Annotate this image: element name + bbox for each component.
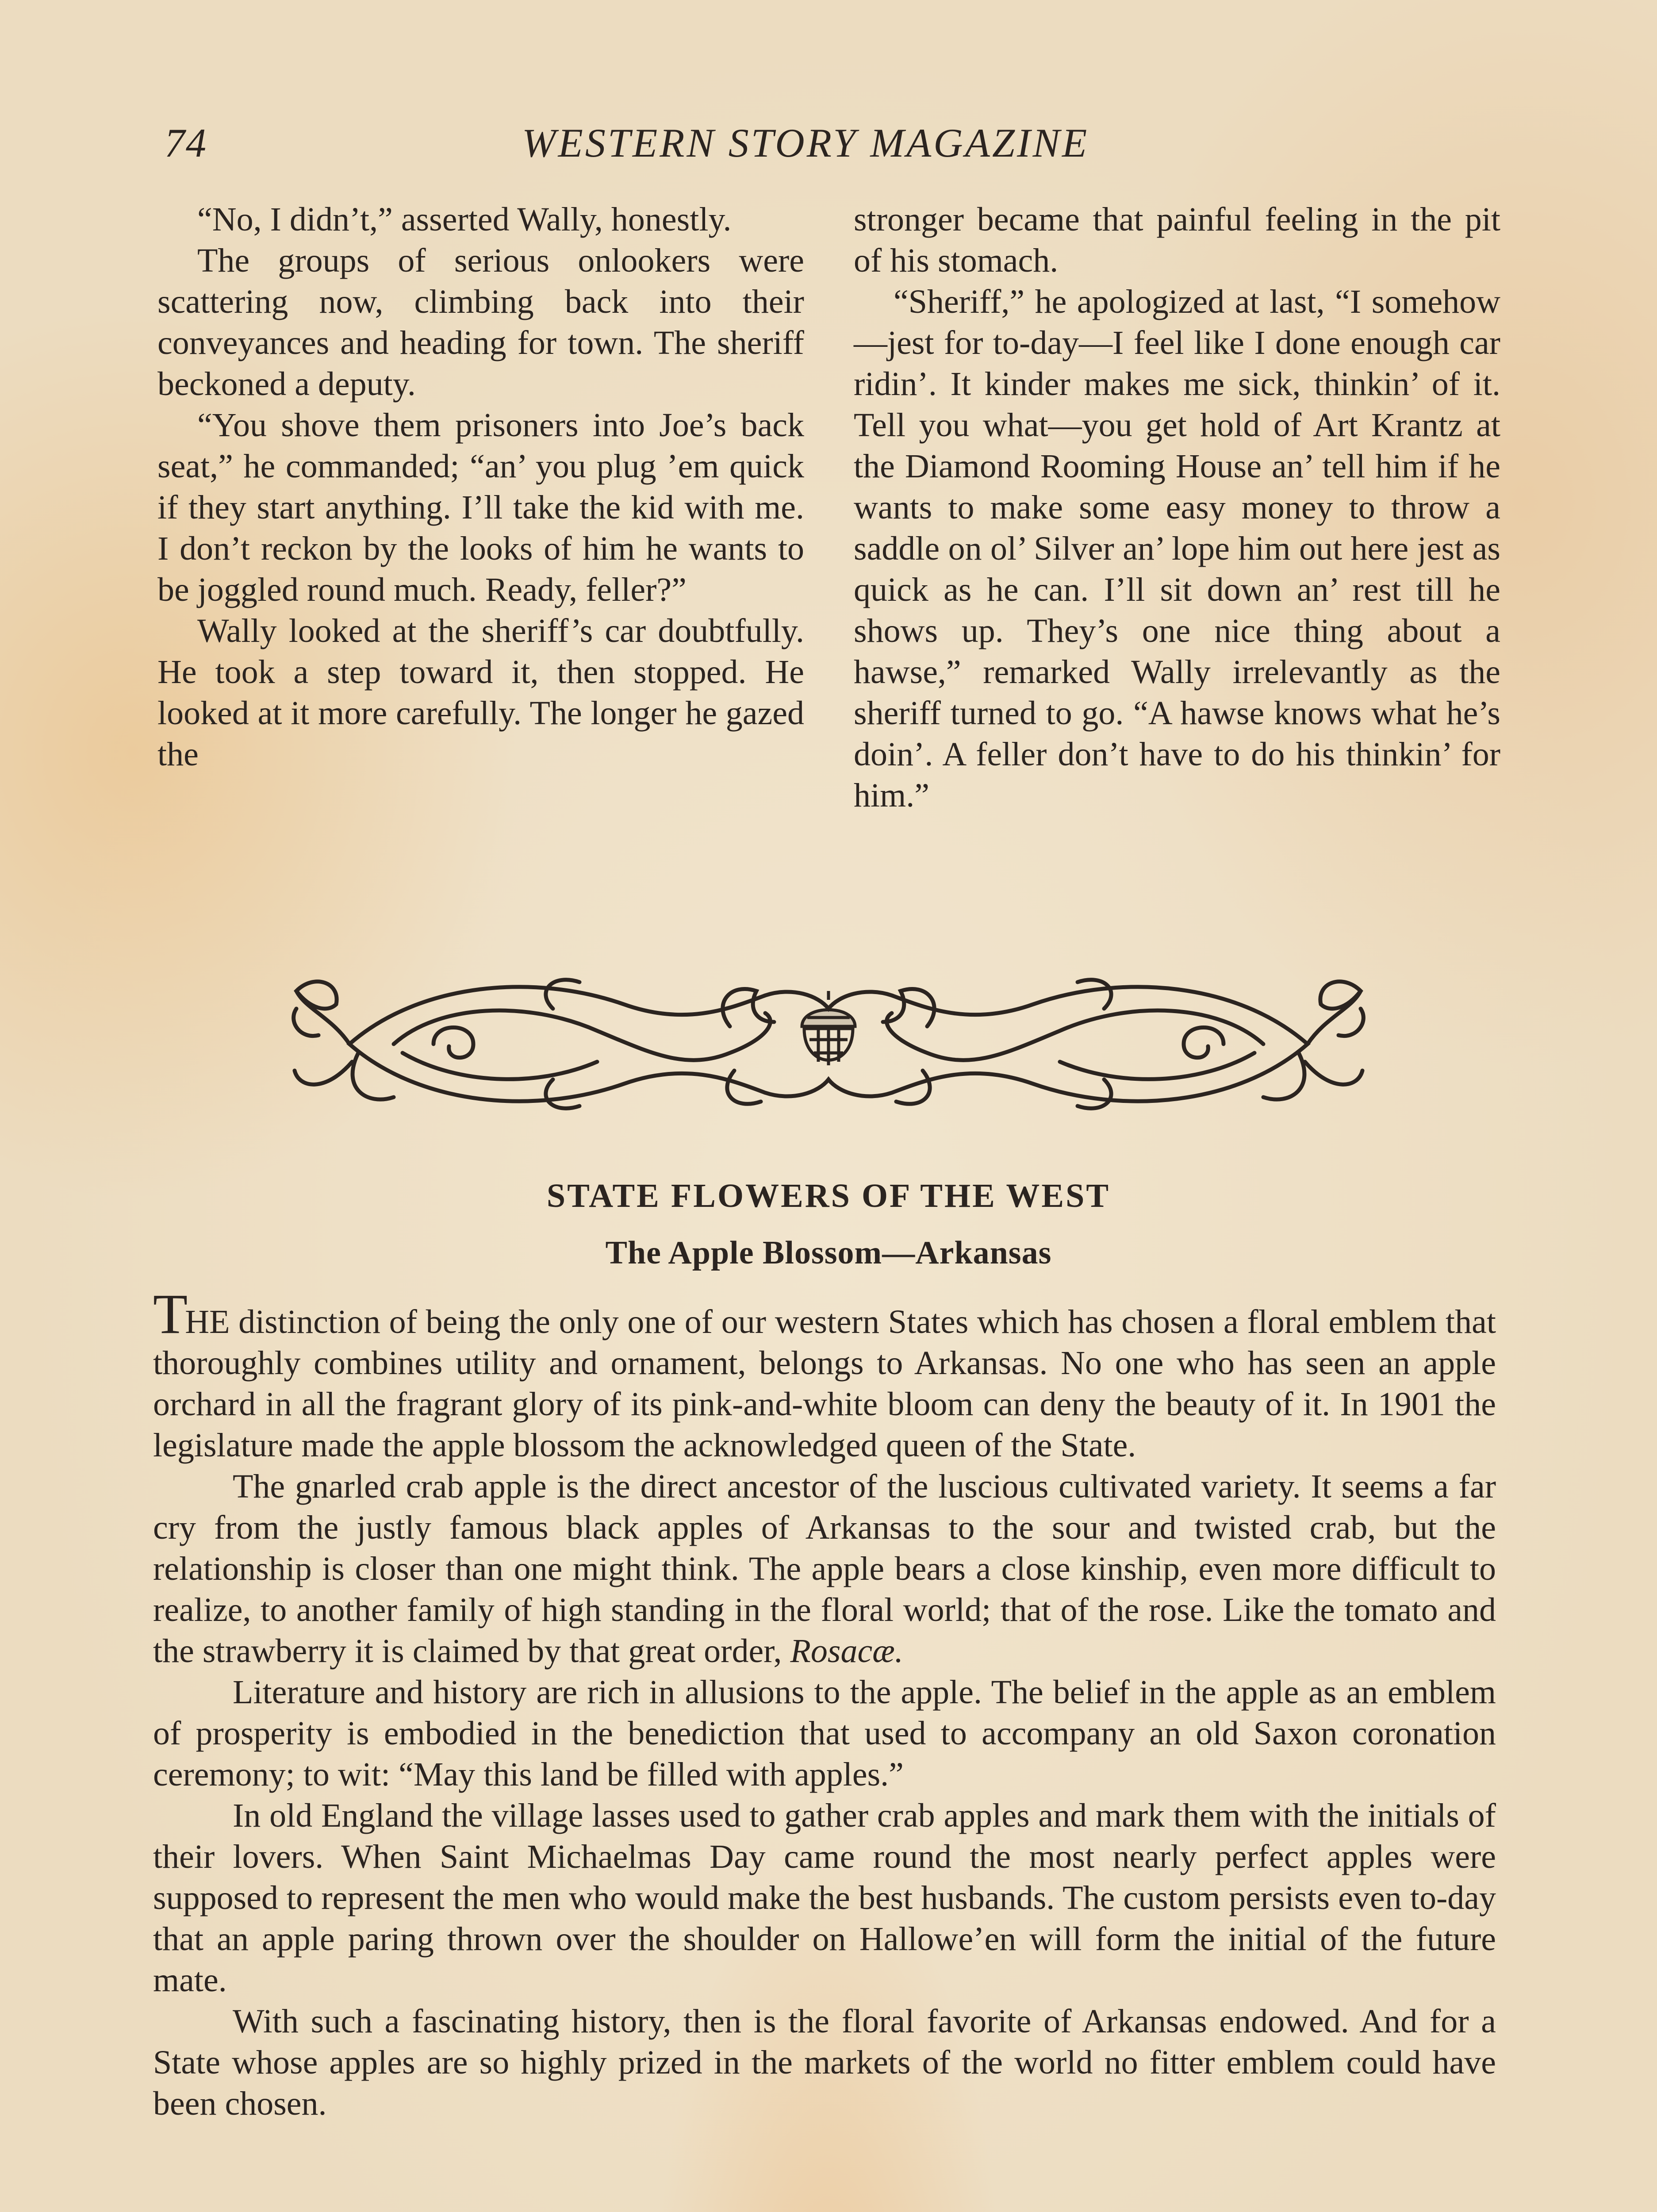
story-paragraph: “You shove them prisoners into Joe’s back seat,” he commanded; “an’ you plug ’em quick if they start anything. I’ll take the kid with me. I don’t reckon by the looks of him he wants to be joggled round much. Ready, feller?” bbox=[157, 407, 804, 608]
article-paragraph bbox=[153, 1466, 1496, 1672]
article-subtitle: The Apple Blossom—Arkansas bbox=[605, 1235, 1052, 1271]
story-left-column bbox=[157, 199, 804, 775]
story-paragraph-continuation: stronger became that painful feeling in the pit of his stomach. bbox=[854, 201, 1500, 279]
story-paragraph: The groups of serious onlookers were scattering now, climbing back into their conveyances and heading for town. The sheriff beckoned a deputy. bbox=[157, 242, 804, 403]
article-paragraph: With such a fascinating history, then is the floral favorite of Arkansas endowed. And for a State whose apples are so highly prized in the markets of the world no fitter emblem could have been chosen. bbox=[153, 2003, 1496, 2122]
drop-cap: T bbox=[153, 1283, 185, 1345]
article-title: STATE FLOWERS OF THE WEST bbox=[546, 1177, 1111, 1214]
magazine-title: WESTERN STORY MAGAZINE bbox=[522, 120, 1089, 165]
story-paragraph: “No, I didn’t,” asserted Wally, honestly. bbox=[197, 201, 732, 238]
decorative-scroll-ornament bbox=[288, 956, 1369, 1133]
article-body bbox=[153, 1283, 1496, 2124]
story-right-column bbox=[854, 199, 1500, 816]
article-paragraph-text: HE distinction of being the only one of our western States which has chosen a floral emblem that thoroughly combines utility and ornament, belongs to Arkansas. No one who has seen an apple orchard in all the fragrant glory of its pink-and-white bloom can deny the beauty of it. In 1901 the legislature made the apple blossom the acknowledged queen of the State. bbox=[153, 1303, 1496, 1464]
story-paragraph: Wally looked at the sheriff’s car doubtfully. He took a step toward it, then stopped. He looked at it more carefully. The longer he gazed the bbox=[157, 612, 804, 773]
article-paragraph: Literature and history are rich in allusions to the apple. The belief in the apple as an emblem of prosperity is embodied in the benediction that used to accompany an old Saxon coronation ceremony; to wit: “May this land be filled with apples.” bbox=[153, 1674, 1496, 1793]
article-paragraph-text: The gnarled crab apple is the direct ancestor of the luscious cultivated variety. It seems a far cry from the justly famous black apples of Arkansas to the sour and twisted crab, but the relationship is closer than one might think. The apple bears a close kinship, even more difficult to realize, to another family of high standing in the floral world; that of the rose. Like the tomato and the strawberry it is claimed by that great order, bbox=[153, 1468, 1496, 1670]
article-paragraph bbox=[153, 1283, 1496, 1466]
page-number: 74 bbox=[165, 120, 207, 165]
article-paragraph: In old England the village lasses used to gather crab apples and mark them with the initials of their lovers. When Saint Michaelmas Day came round the most nearly perfect apples were supposed to represent the men who would make the best husbands. The custom persists even to-day that an apple paring thrown over the shoulder on Hallowe’en will form the initial of the future mate. bbox=[153, 1797, 1496, 1999]
latin-name: Rosacæ. bbox=[790, 1632, 903, 1670]
story-paragraph: “Sheriff,” he apologized at last, “I somehow—jest for to-day—I feel like I done enough car ridin’. It kinder makes me sick, thinkin’ of it. Tell you what—you get hold of Art Krantz at the Diamond Rooming House an’ tell him if he wants to make some easy money to throw a saddle on ol’ Silver an’ lope him out here jest as quick as he can. I’ll sit down an’ rest till he shows up. They’s one nice thing about a hawse,” remarked Wally irrelevantly as the sheriff turned to go. “A hawse knows what he’s doin’. A feller don’t have to do his thinkin’ for him.” bbox=[854, 283, 1500, 814]
